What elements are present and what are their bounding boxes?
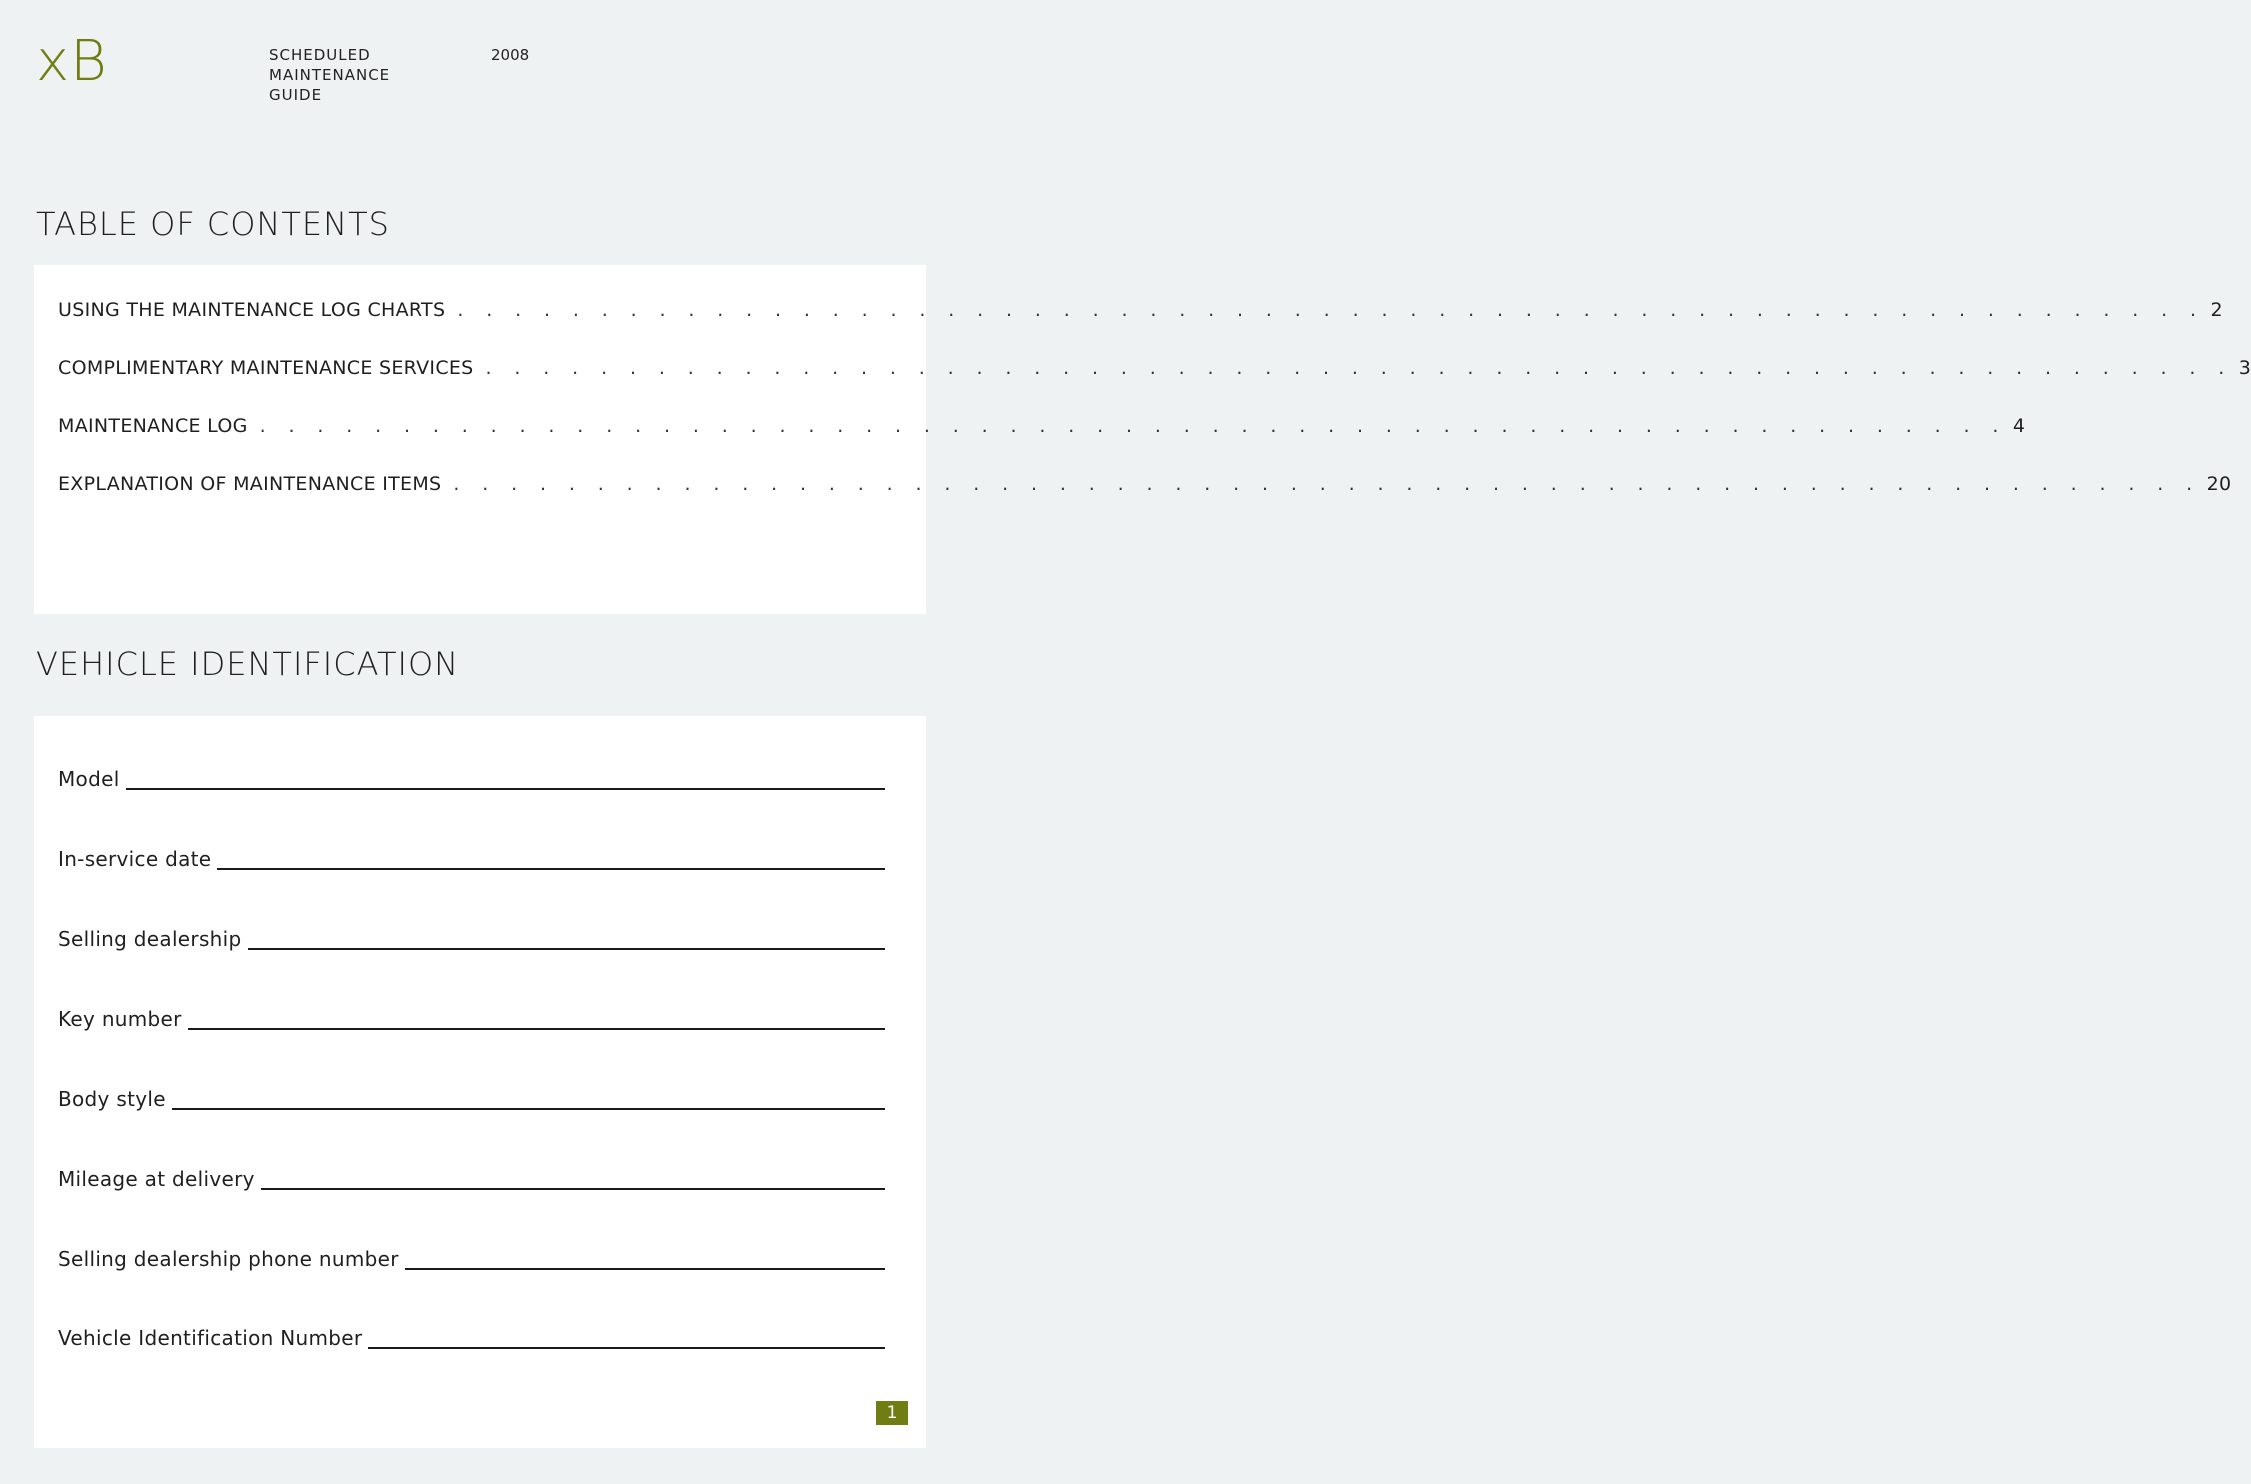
toc-entry-page: 3 (2238, 357, 2251, 379)
toc-entry-page: 4 (2012, 415, 2026, 437)
field-fill-line[interactable] (217, 848, 885, 870)
vehicle-identification-heading: VEHICLE IDENTIFICATION (36, 645, 460, 683)
guide-year: 2008 (491, 46, 530, 64)
field-label: Body style (58, 1087, 166, 1111)
field-dealership-phone (58, 1241, 885, 1271)
guide-title (269, 45, 390, 105)
guide-title-line: GUIDE (269, 86, 323, 104)
toc-heading: TABLE OF CONTENTS (36, 205, 390, 243)
field-mileage-at-delivery (58, 1161, 885, 1191)
field-label: Selling dealership phone number (58, 1247, 399, 1271)
toc-entry-using-log-charts[interactable] (58, 299, 2223, 327)
field-vin (58, 1320, 885, 1350)
toc-entry-explanation-items[interactable] (58, 473, 2232, 501)
toc-entry-page: 20 (2206, 473, 2232, 495)
toc-entry-label: EXPLANATION OF MAINTENANCE ITEMS (58, 473, 442, 495)
field-fill-line[interactable] (188, 1008, 885, 1030)
toc-entry-label: MAINTENANCE LOG (58, 415, 248, 437)
toc-entry-complimentary-services[interactable] (58, 357, 2251, 385)
guide-title-line: MAINTENANCE (269, 66, 391, 84)
field-selling-dealership (58, 921, 885, 951)
toc-leader-dots: . . . . . . . . . . . . . . . . . . . . . . . . . . . . . . . . . . . . . . . . . . . . . . . . . . . . . . . . . . . . . (485, 357, 2233, 379)
field-label: In-service date (58, 847, 212, 871)
toc-entry-label: USING THE MAINTENANCE LOG CHARTS (58, 299, 446, 321)
field-fill-line[interactable] (126, 768, 885, 790)
field-fill-line[interactable] (248, 928, 886, 950)
brand-logo: xB (36, 29, 108, 94)
toc-entry-page: 2 (2210, 299, 2223, 321)
toc-leader-dots: . . . . . . . . . . . . . . . . . . . . . . . . . . . . . . . . . . . . . . . . . . . . . . . . . . . . . . . . . . . . . (259, 415, 2007, 437)
toc-entry-maintenance-log[interactable] (58, 415, 2026, 443)
toc-leader-dots: . . . . . . . . . . . . . . . . . . . . . . . . . . . . . . . . . . . . . . . . . . . . . . . . . . . . . . . . . . . . . (457, 299, 2205, 321)
field-label: Vehicle Identification Number (58, 1326, 363, 1350)
field-body-style (58, 1081, 885, 1111)
toc-entry-label: COMPLIMENTARY MAINTENANCE SERVICES (58, 357, 474, 379)
field-model (58, 761, 885, 791)
toc-panel (34, 265, 2251, 614)
guide-title-line: SCHEDULED (269, 46, 371, 64)
field-fill-line[interactable] (261, 1168, 885, 1190)
field-key-number (58, 1001, 885, 1031)
field-fill-line[interactable] (405, 1248, 885, 1270)
field-fill-line[interactable] (172, 1088, 885, 1110)
field-fill-line[interactable] (368, 1327, 885, 1349)
field-label: Selling dealership (58, 927, 242, 951)
toc-leader-dots: . . . . . . . . . . . . . . . . . . . . . . . . . . . . . . . . . . . . . . . . . . . . . . . . . . . . . . . . . . . . . (453, 473, 2201, 495)
field-in-service-date (58, 841, 885, 871)
vehicle-identification-panel (34, 716, 926, 1448)
field-label: Mileage at delivery (58, 1167, 255, 1191)
field-label: Model (58, 767, 120, 791)
field-label: Key number (58, 1007, 182, 1031)
page-number-badge: 1 (876, 1401, 908, 1425)
